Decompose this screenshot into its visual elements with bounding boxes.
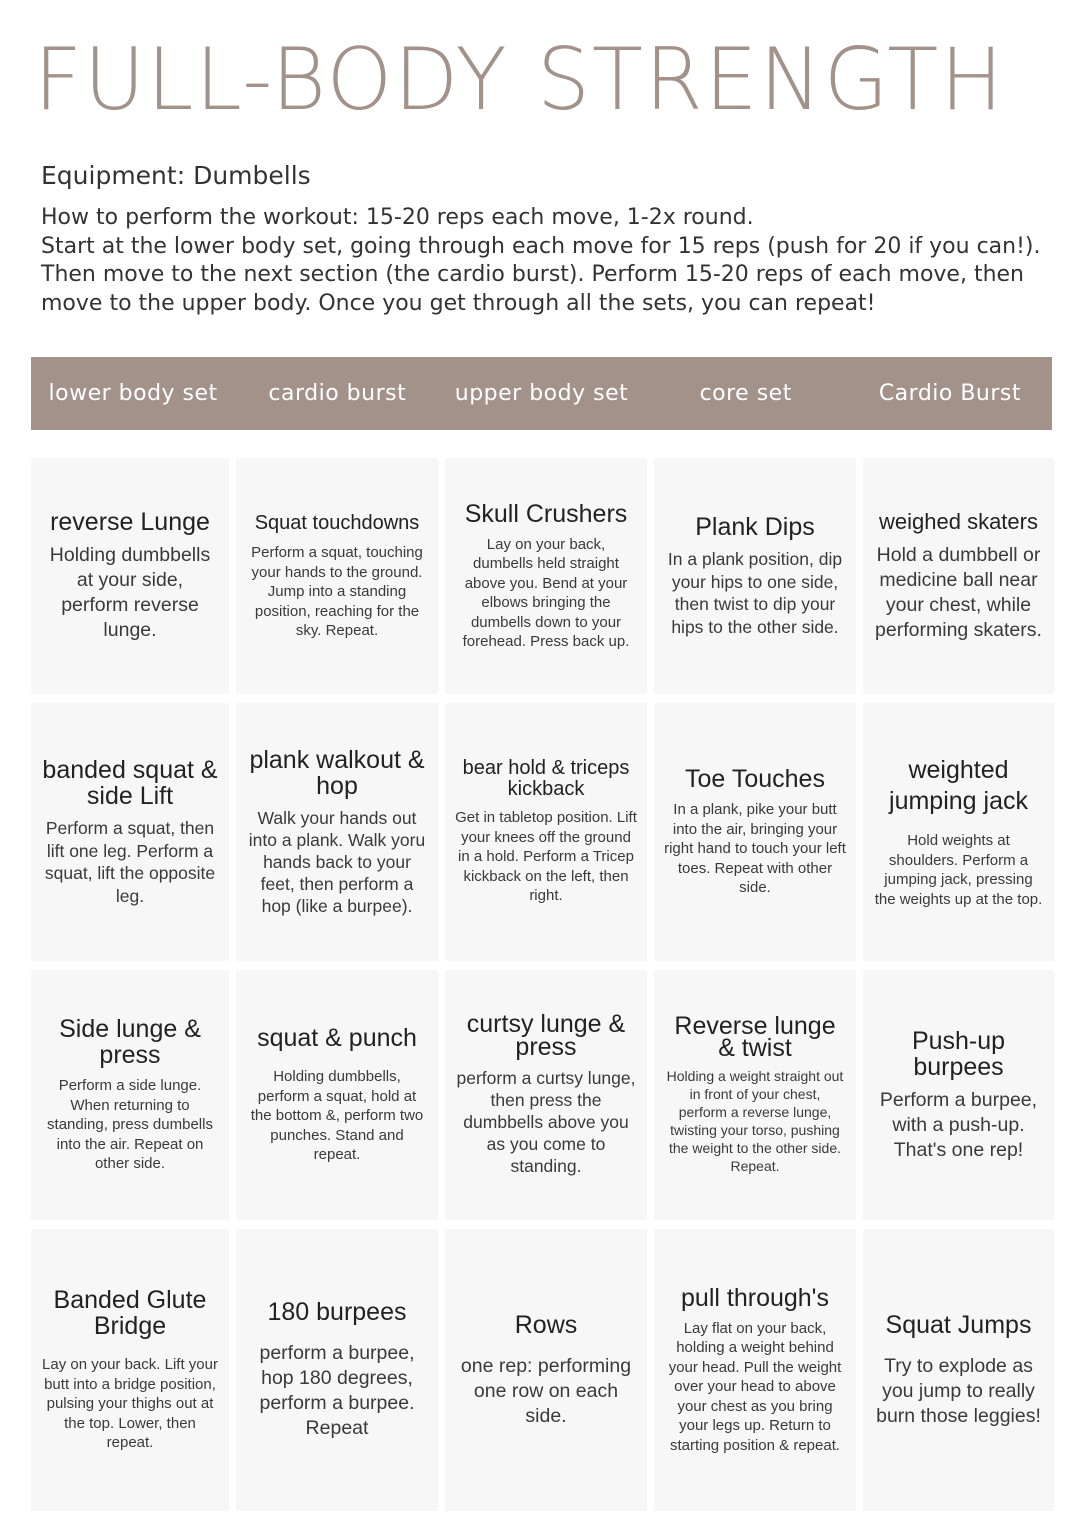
exercise-description: Get in tabletop position. Lift your knees off the ground in a hold. Perform a Tricep kickback on the left, then right. <box>455 809 637 905</box>
exercise-title: 180 burpees <box>267 1298 407 1326</box>
exercise-description: Holding dumbbells, perform a squat, hold at the bottom &, perform two punches. Stand and repeat. <box>250 1068 424 1164</box>
exercise-title: squat & punch <box>257 1024 417 1053</box>
exercise-description: Perform a squat, then lift one leg. Perform a squat, lift the opposite leg. <box>44 818 216 906</box>
exercise-description: perform a curtsy lunge, then press the dumbbells above you as you come to standing. <box>456 1068 636 1176</box>
exercise-card <box>863 970 1054 1220</box>
exercise-title: Skull Crushers <box>464 499 628 528</box>
exercise-card <box>236 1229 438 1511</box>
exercise-card <box>31 970 229 1220</box>
column-header-cardio-burst-2: Cardio Burst <box>878 381 1022 406</box>
exercise-title: Squat Jumps <box>885 1310 1032 1339</box>
exercise-description: Lay on your back. Lift your butt into a bridge position, pulsing your thighs out at the top. Lower, then repeat. <box>42 1356 218 1452</box>
exercise-description: perform a burpee, hop 180 degrees, perform a burpee. Repeat <box>259 1342 415 1439</box>
exercise-title: Push-up burpees <box>911 1026 1006 1081</box>
exercise-card <box>31 703 229 961</box>
exercise-title: banded squat & side Lift <box>42 756 218 810</box>
exercise-description: Try to explode as you jump to really burn those leggies! <box>876 1354 1041 1427</box>
exercise-card <box>863 458 1054 694</box>
column-header-upper-body: upper body set <box>454 381 629 406</box>
exercise-card <box>445 970 647 1220</box>
exercise-description: one rep: performing one row on each side. <box>460 1354 632 1427</box>
exercise-description: In a plank position, dip your hips to one side, then twist to dip your hips to the other side. <box>667 549 843 637</box>
exercise-card <box>654 1229 856 1511</box>
exercise-title: Plank Dips <box>695 513 815 541</box>
exercise-title: Squat touchdowns <box>254 512 420 535</box>
column-header-lower-body: lower body set <box>48 381 218 406</box>
exercise-title: Side lunge & press <box>59 1015 201 1070</box>
exercise-card <box>31 1229 229 1511</box>
exercise-title: Banded Glute Bridge <box>53 1286 207 1341</box>
exercise-title: reverse Lunge <box>50 508 210 536</box>
exercise-title: Rows <box>514 1310 578 1339</box>
exercise-description: Lay flat on your back, holding a weight behind your head. Pull the weight over your head to above your chest as you bring your legs up. Return to starting position & repeat. <box>668 1319 842 1454</box>
exercise-title: bear hold & triceps kickback <box>462 757 630 801</box>
exercise-description: Perform a burpee, with a push-up. That's one rep! <box>879 1088 1038 1161</box>
exercise-title: pull through's <box>681 1283 829 1312</box>
section-header-bar <box>31 357 1052 430</box>
exercise-card <box>654 458 856 694</box>
exercise-card <box>863 703 1054 961</box>
intro-line: move to the upper body. Once you get through all the sets, you can repeat! <box>41 290 876 316</box>
exercise-description: In a plank, pike your butt into the air, bringing your right hand to touch your left toes. Repeat with other side. <box>664 801 846 897</box>
intro-line: How to perform the workout: 15-20 reps each move, 1-2x round. <box>41 205 754 230</box>
intro-instructions <box>41 204 1051 318</box>
exercise-title: plank walkout & hop <box>249 746 425 800</box>
exercise-title: Toe Touches <box>685 765 825 794</box>
column-header-cardio-burst: cardio burst <box>268 381 407 406</box>
exercise-card <box>654 703 856 961</box>
intro-line: Start at the lower body set, going through each move for 15 reps (push for 20 if you can!). <box>41 233 1041 259</box>
column-header-core: core set <box>699 381 792 406</box>
exercise-description: Hold a dumbbell or medicine ball near your chest, while performing skaters. <box>875 544 1042 641</box>
exercise-description: Hold weights at shoulders. Perform a jumping jack, pressing the weights up at the top. <box>874 832 1043 908</box>
exercise-card <box>654 970 856 1220</box>
exercise-description: Holding dumbbells at your side, perform reverse lunge. <box>49 544 211 641</box>
page-title: FULL-BODY STRENGTH <box>34 30 1005 130</box>
exercise-card <box>31 458 229 694</box>
exercise-card <box>236 703 438 961</box>
intro-line: Then move to the next section (the cardio burst). Perform 15-20 reps of each move, then <box>41 262 1024 287</box>
exercise-title: Reverse lunge & twist <box>674 1012 836 1062</box>
exercise-card <box>445 1229 647 1511</box>
exercise-card <box>445 458 647 694</box>
exercise-description: Perform a squat, touching your hands to the ground. Jump into a standing position, reaching for the sky. Repeat. <box>251 544 423 640</box>
exercise-card <box>863 1229 1054 1511</box>
exercise-card <box>236 970 438 1220</box>
exercise-description: Holding a weight straight out in front of your chest, perform a reverse lunge, twisting your torso, pushing the weight to the other side. Repeat. <box>666 1068 844 1174</box>
exercise-grid <box>31 458 1054 1511</box>
exercise-card <box>445 703 647 961</box>
exercise-description: Lay on your back, dumbells held straight above you. Bend at your elbows bringing the dumbells down to your forehead. Press back up. <box>462 535 630 650</box>
exercise-title: weighed skaters <box>879 509 1038 534</box>
exercise-title: curtsy lunge & press <box>466 1010 626 1061</box>
exercise-description: Perform a side lunge. When returning to standing, press dumbells into the air. Repeat on other side. <box>47 1077 213 1173</box>
exercise-description: Walk your hands out into a plank. Walk yoru hands back to your feet, then perform a hop (like a burpee). <box>248 808 426 916</box>
equipment-label: Equipment: Dumbells <box>41 161 311 190</box>
exercise-title: weighted jumping jack <box>889 756 1028 815</box>
exercise-card <box>236 458 438 694</box>
